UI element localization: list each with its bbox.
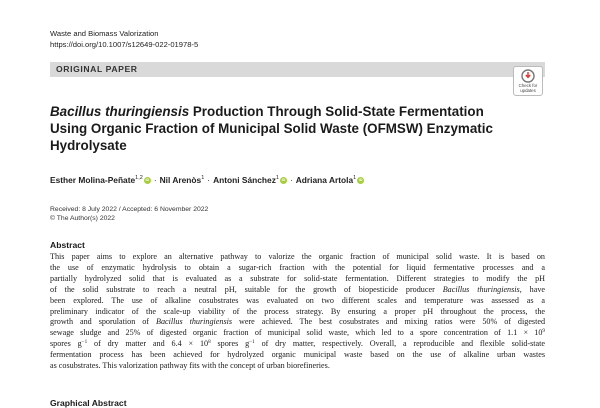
received-accepted: Received: 8 July 2022 / Accepted: 6 November 2022	[50, 206, 209, 213]
abstract-line: growth and sporulation of Bacillus thuringiensis were achieved. The best cosubstrates and mixing ratios were 50% of digested	[50, 317, 546, 327]
author-name[interactable]: Antoni Sánchez	[213, 175, 276, 185]
author-name[interactable]: Adriana Artola	[295, 175, 354, 185]
author-affiliation: 1,2	[135, 175, 143, 181]
journal-name: Waste and Biomass Valorization	[50, 29, 159, 38]
check-updates-line1: Check for	[518, 83, 538, 88]
orcid-icon[interactable]	[357, 177, 364, 184]
title-line2: Using Organic Fraction of Municipal Solid Waste (OFMSW) Enzymatic	[50, 121, 493, 136]
author-list: Esther Molina-Peñate$^{1,2}$iD · Nil Arenòs$^1$ · Antoni Sánchez$^1$iD · Adriana Artola$^1$iD	[50, 172, 364, 186]
article-dates	[50, 205, 208, 223]
graphical-abstract-heading: Graphical Abstract	[50, 398, 127, 408]
abstract-text	[50, 252, 545, 372]
abstract-line: as cosubstrates. This valorization pathway fits with the concept of urban biorefineries.	[50, 361, 330, 371]
author-name[interactable]: Nil Arenòs	[159, 175, 202, 185]
author-affiliation: 1	[353, 175, 357, 181]
author-affiliation: 1	[275, 175, 279, 181]
doi-link[interactable]: https://doi.org/10.1007/s12649-022-01978-5	[50, 40, 199, 49]
orcid-icon[interactable]	[280, 177, 287, 184]
abstract-line: preliminary indicator of the scale-up viability of the process strategy. By ensuring a proper pH throughout the process, the	[50, 306, 545, 316]
abstract-line: spores $g^{-1}$ of dry matter and $6.4 \times 10^8$ spores $g^{-1}$ of dry matter, respectively. Overall, a reproducible and flexible solid-state	[50, 339, 545, 349]
abstract-line: been explored. The use of alkaline cosubstrates was evaluated on two different scales and temperature was assessed as a	[50, 295, 545, 305]
check-updates-icon	[521, 69, 535, 83]
abstract-line: the use of enzymatic hydrolysis to obtain a sugar-rich fraction with the potential for liquid fermentative processes and a	[50, 262, 545, 272]
abstract-line: sewage sludge and 25% of digested organic fraction of municipal solid waste, which led to a spore concentration of $1.1 \times 10^9$	[50, 328, 545, 338]
journal-info	[50, 28, 198, 50]
article-type-banner: ORIGINAL PAPER	[50, 62, 545, 77]
abstract-line: fermentation process has been achieved for hydrolyzed organic municipal waste based on the use of alkaline urban wastes	[50, 350, 545, 360]
check-updates-line2: updates	[520, 88, 536, 93]
abstract-heading: Abstract	[50, 240, 85, 250]
abstract-line: This paper aims to explore an alternative pathway to valorize the organic fraction of municipal solid waste. It is based on	[50, 252, 545, 261]
copyright: © The Author(s) 2022	[50, 215, 115, 222]
author-name[interactable]: Esther Molina-Peñate	[50, 175, 136, 185]
check-for-updates-badge[interactable]	[513, 66, 543, 96]
abstract-line: partially hydrolyzed solid that is evaluated as a substrate for solid-state fermentation. Different strategies to modify the pH	[50, 273, 545, 283]
title-line3: Hydrolysate	[50, 138, 127, 153]
author-affiliation: 1	[201, 175, 205, 181]
orcid-icon[interactable]	[144, 177, 151, 184]
abstract-line: of the solid substrate to reach a neutral pH, suitable for the growth of biopesticide producer Bacillus thuringiensis, have	[50, 284, 545, 294]
title-italic: Bacillus thuringiensis	[50, 104, 190, 119]
title-line1: Production Through Solid-State Fermentation	[189, 104, 484, 119]
article-title	[50, 103, 520, 154]
